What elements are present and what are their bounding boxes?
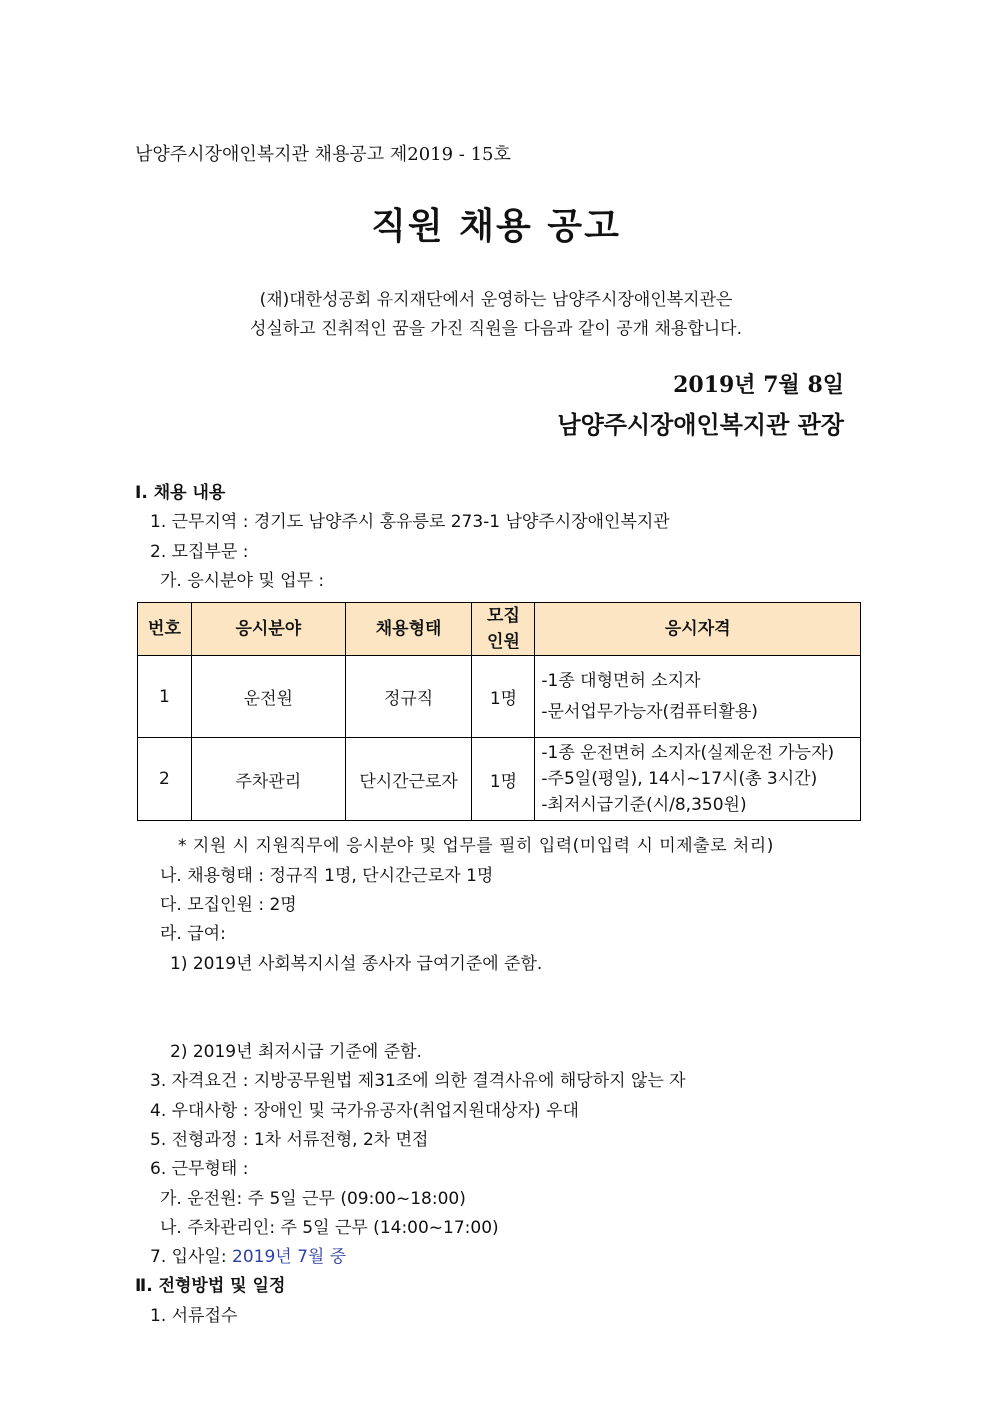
header-count-line2: 인원 (487, 632, 520, 652)
header-qualification: 응시자격 (535, 603, 861, 656)
salary-label: 라. 급여: (160, 924, 226, 944)
row-count: 1명 (472, 656, 535, 738)
application-note: * 지원 시 지원직무에 응시분야 및 업무를 필히 입력(미입력 시 미제출로 처리) (178, 836, 774, 856)
intro-line-2: 성실하고 진취적인 꿈을 가진 직원을 다음과 같이 공개 채용합니다. (249, 319, 743, 339)
qualification-line: -1종 운전면허 소지자(실제운전 가능자) (541, 743, 835, 763)
header-count-line1: 모집 (487, 606, 520, 626)
row-type: 단시간근로자 (345, 738, 472, 821)
row-qualification (535, 656, 861, 738)
page-title: 직원 채용 공고 (371, 206, 621, 247)
salary-basis-1: 1) 2019년 사회복지시설 종사자 급여기준에 준함. (170, 954, 543, 974)
header-field: 응시분야 (191, 603, 345, 656)
salary-basis-2: 2) 2019년 최저시급 기준에 준함. (170, 1042, 422, 1062)
qualification-line: -문서업무가능자(컴퓨터활용) (541, 701, 758, 722)
header-count (472, 603, 535, 656)
table-header-row (138, 603, 861, 656)
row-field: 운전원 (191, 656, 345, 738)
field-and-duty: 가. 응시분야 및 업무 : (160, 571, 325, 591)
table-row (138, 738, 861, 821)
row-no: 1 (138, 656, 192, 738)
preference: 4. 우대사항 : 장애인 및 국가유공자(취업지원대상자) 우대 (150, 1101, 579, 1121)
intro-line-1: (재)대한성공회 유지재단에서 운영하는 남양주시장애인복지관은 (259, 290, 733, 310)
eligibility: 3. 자격요건 : 지방공무원법 제31조에 의한 결격사유에 해당하지 않는 자 (150, 1071, 686, 1091)
row-qualification (535, 738, 861, 821)
selection-process: 5. 전형과정 : 1차 서류전형, 2차 면접 (150, 1130, 429, 1150)
qualification-line: -최저시급기준(시/8,350원) (541, 795, 747, 815)
work-form-driver: 가. 운전원: 주 5일 근무 (09:00~18:00) (160, 1189, 466, 1209)
start-date-label: 7. 입사일: (150, 1247, 233, 1267)
start-date (150, 1242, 346, 1267)
work-form-parking: 나. 주차관리인: 주 5일 근무 (14:00~17:00) (160, 1218, 499, 1238)
header-type: 채용형태 (345, 603, 472, 656)
row-no: 2 (138, 738, 192, 821)
notice-number: 남양주시장애인복지관 채용공고 제2019 - 15호 (135, 144, 511, 165)
positions-table (137, 602, 861, 821)
recruit-division: 2. 모집부문 : (150, 542, 249, 562)
work-form: 6. 근무형태 : (150, 1159, 249, 1179)
table-row (138, 656, 861, 738)
qualification-line: -1종 대형면허 소지자 (541, 670, 701, 691)
row-field: 주차관리 (191, 738, 345, 821)
recruit-count: 다. 모집인원 : 2명 (160, 895, 297, 915)
work-location: 1. 근무지역 : 경기도 남양주시 홍유릉로 273-1 남양주시장애인복지관 (150, 512, 670, 532)
section-1-heading: Ⅰ. 채용 내용 (135, 483, 226, 503)
header-no: 번호 (138, 603, 192, 656)
notice-date: 2019년 7월 8일 (673, 372, 844, 398)
employment-type: 나. 채용형태 : 정규직 1명, 단시간근로자 1명 (160, 866, 494, 886)
row-count: 1명 (472, 738, 535, 821)
section-2-heading: Ⅱ. 전형방법 및 일정 (135, 1276, 286, 1296)
row-type: 정규직 (345, 656, 472, 738)
document-submission: 1. 서류접수 (150, 1306, 238, 1326)
issuer: 남양주시장애인복지관 관장 (557, 410, 844, 439)
qualification-line: -주5일(평일), 14시~17시(총 3시간) (541, 769, 818, 789)
start-date-value: 2019년 7월 중 (232, 1247, 347, 1267)
